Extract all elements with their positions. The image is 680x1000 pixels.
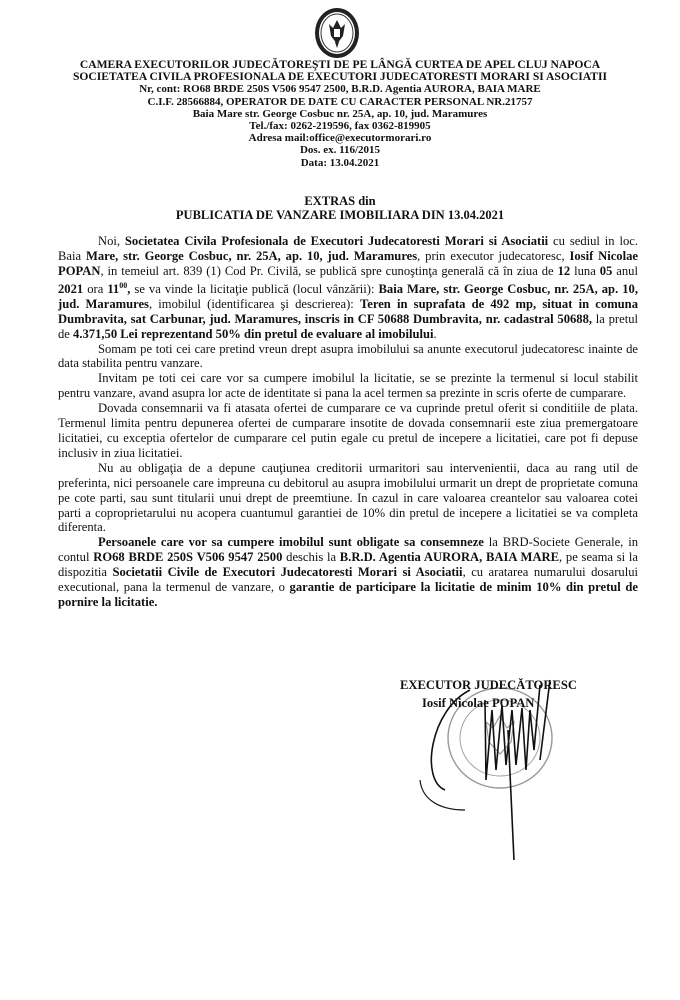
text-run: Mare, str. George Cosbuc, nr. 25A, ap. 10, jud. Maramures [85, 248, 418, 263]
text-run: , pe seama si la dispozitia [58, 550, 638, 580]
text-run: luna [570, 263, 600, 278]
text-run: 12 [557, 263, 571, 278]
text-run: Societatii Civile de Executori Judecatoresti Morari si Asociatii [112, 565, 463, 580]
header-chamber: CAMERA EXECUTORILOR JUDECĂTOREŞTI DE PE LÂNGĂ CURTEA DE APEL CLUJ NAPOCA [79, 58, 601, 71]
header-file-number: Dos. ex. 116/2015 [299, 144, 381, 157]
header-cif: C.I.F. 28566884, OPERATOR DE DATE CU CARACTER PERSONAL NR.21757 [147, 95, 533, 108]
paragraph-sale-notice [58, 234, 638, 342]
document-header [40, 59, 640, 169]
title-line-2: PUBLICATIA DE VANZARE IMOBILIARA DIN 13.04.2021 [175, 207, 505, 222]
header-address: Baia Mare str. George Cosbuc nr. 25A, ap. 10, jud. Maramures [192, 107, 488, 120]
paragraph-deposit-obligation [58, 535, 638, 610]
text-run: 11 [107, 281, 120, 296]
paragraph-guarantee-exemption: Nu au obligaţia de a depune cauţiunea creditorii urmaritori sau intervenientii, daca au rang util de preferinta, nici persoanele care impreuna cu debitorul au asupra imobilului urmarit un drept de proprietate comuna pe cote parti, sau sunt titularii unui drept de preemtiune. In cazul in care valoarea creantelor sau valoarea cotei parti a coproprietarului nu acopera cuantumul garantiei de 10% din pretul de incepere a licitatiei se va completa diferenta. [58, 460, 638, 535]
text-run: se va vinde la licitaţie publică (locul vânzării): [130, 281, 379, 296]
signature-block [390, 670, 630, 860]
header-email: Adresa mail:office@executormorari.ro [248, 132, 432, 145]
header-account: Nr, cont: RO68 BRDE 250S V506 9547 2500, B.R.D. Agentia AURORA, BAIA MARE [139, 83, 541, 96]
text-run: la BRD-Societe Generale, in contul [58, 535, 638, 565]
paragraph-invitation: Invitam pe toti cei care vor sa cumpere imobilul la licitatie, se se prezinte la termenul si locul stabilit pentru vanzare, avand asupra lor acte de identitate si pana la acel termen sa prezinte in scris oferte de cumparare. [58, 371, 638, 401]
signatory-name: Iosif Nicolae POPAN [422, 696, 535, 710]
text-run: cu sediul in loc. Baia [58, 234, 638, 263]
text-run: B.R.D. Agentia AURORA, BAIA MARE [339, 550, 560, 565]
text-run: deschis la [282, 550, 340, 565]
title-line-1: EXTRAS din [304, 194, 376, 208]
header-date: Data: 13.04.2021 [300, 156, 380, 169]
text-run: Baia Mare, str. George Cosbuc, nr. 25A, ap. 10, jud. Maramures [58, 281, 638, 311]
text-run: , cu aratarea numarului dosarului executional, pana la termenul de vanzare, o [58, 565, 638, 595]
text-run: Iosif Nicolae POPAN [58, 248, 638, 278]
text-run: , [127, 281, 131, 296]
text-run: la pretul de [58, 311, 639, 341]
text-run: 05 [599, 263, 613, 278]
header-phone: Tel./fax: 0262-219596, fax 0362-819905 [249, 120, 431, 133]
text-run: 4.371,50 Lei reprezentand 50% din pretul de evaluare al imobilului [73, 326, 434, 341]
text-run: 2021 [58, 281, 84, 296]
text-run: , in temeiul art. 839 (1) Cod Pr. Civilă, se publică spre cunoştinţa generală că în ziua de [100, 263, 558, 278]
chamber-seal-logo [313, 6, 361, 60]
text-run: , prin executor judecatoresc, [417, 248, 570, 263]
text-run: Teren in suprafata de 492 mp, situat in comuna Dumbravita, sat Carbunar, jud. Maramures, inscris in CF 50688 Dumbravita, nr. cadastral 50688, [58, 296, 638, 326]
text-run: Societatea Civila Profesionala de Executori Judecatoresti Morari si Asociatii [124, 234, 549, 248]
text-run: RO68 BRDE 250S V506 9547 2500 [93, 550, 283, 565]
document-body [58, 234, 638, 610]
text-run: 00 [119, 280, 128, 290]
paragraph-summons: Somam pe toti cei care pretind vreun drept asupra imobilului sa anunte executorul judecatoresc inainte de data stabilita pentru vanzare. [58, 341, 638, 371]
text-run: Persoanele care vor sa cumpere imobilul sunt obligate sa consemneze [98, 535, 484, 550]
document-title [40, 195, 640, 222]
text-run: Noi, [98, 234, 125, 248]
header-company: SOCIETATEA CIVILA PROFESIONALA DE EXECUTORI JUDECATORESTI MORARI SI ASOCIATII [72, 70, 608, 84]
text-run: anul [612, 263, 638, 278]
text-run: ora [83, 281, 108, 296]
text-run: . [433, 326, 437, 341]
signatory-title: EXECUTOR JUDECĂTORESC [400, 678, 577, 692]
text-run: , imobilul (identificarea şi descrierea): [148, 296, 360, 311]
paragraph-deposit-proof: Dovada consemnarii va fi atasata ofertei de cumparare ce va cuprinde pretul oferit si conditiile de plata. Termenul limita pentru depunerea ofertei de cumparare insotite de dovada consemnarii este ziua premergatoare licitatiei, cu exceptia ofertelor de cumparare cel putin egale cu pretul de incepere a licitatiei, care pot fi depuse inclusiv in ziua licitatiei. [58, 401, 638, 460]
text-run: garantie de participare la licitatie de minim 10% din pretul de pornire la licitatie. [58, 580, 638, 609]
